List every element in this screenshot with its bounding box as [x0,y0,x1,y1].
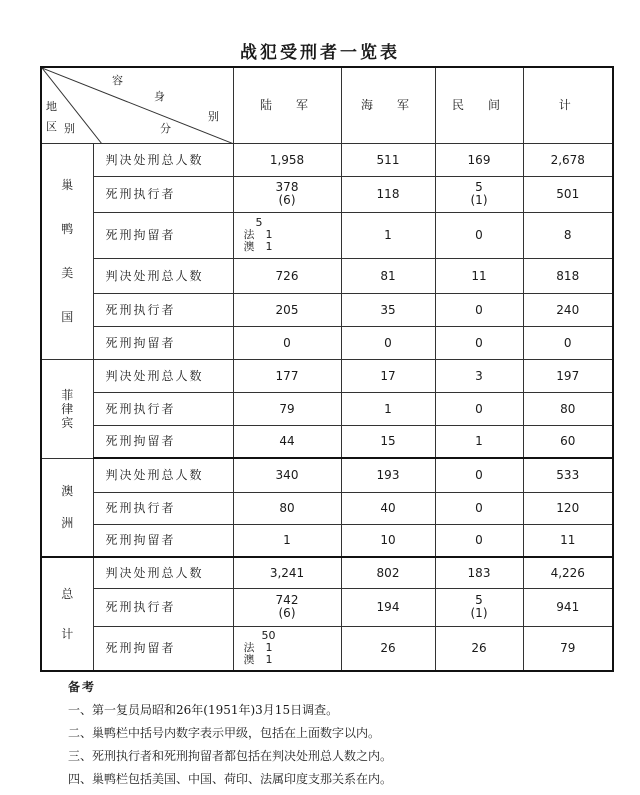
region-char: 国 [61,310,74,324]
region-char: 律 [61,401,74,416]
total-cell: 240 [523,293,613,326]
column-header-civil: 民 间 [435,67,523,143]
army-australia-value: 澳 1 [243,240,273,253]
civil-cell: 0 [435,392,523,425]
region-char: 美 [61,266,74,280]
table-row [41,392,613,425]
army-cell: 726 [233,258,341,293]
army-cell: 1,958 [233,143,341,176]
navy-cell: 35 [341,293,435,326]
table-row [41,626,613,671]
army-france-value: 法 1 [243,641,273,655]
navy-cell: 0 [341,326,435,359]
civil-cell: 183 [435,557,523,588]
army-value: 50 [261,629,276,643]
total-cell: 4,226 [523,557,613,588]
navy-cell: 118 [341,176,435,212]
corner-label-right: 别 [208,110,219,123]
army-class-a-value: (6) [278,193,296,207]
table-row [41,258,613,293]
note-item: 四、巢鸭栏包括美国、中国、荷印、法属印度支那关系在内。 [68,772,393,786]
army-australia-value: 澳 1 [243,653,273,667]
region-char: 菲 [61,387,74,402]
total-cell: 120 [523,492,613,524]
navy-cell: 81 [341,258,435,293]
note-item: 一、第一复员局昭和26年(1951年)3月15日调查。 [68,703,339,717]
army-value: 5 [255,216,263,229]
army-value: 378 [275,180,299,194]
column-header-navy: 海 军 [341,67,435,143]
civil-cell: 3 [435,359,523,392]
corner-label-left2: 别 [64,122,75,135]
army-cell: 79 [233,392,341,425]
category-cell: 死刑拘留者 [93,626,233,671]
category-cell: 死刑执行者 [93,588,233,626]
army-cell [233,176,341,212]
table-row [41,492,613,524]
navy-cell: 1 [341,392,435,425]
army-cell [233,626,341,671]
civil-cell: 169 [435,143,523,176]
corner-header-cell [41,67,233,143]
column-header-total: 计 [523,67,613,143]
total-cell: 501 [523,176,613,212]
note-item: 二、巢鸭栏中括号内数字表示甲级，包括在上面数字以内。 [68,726,381,740]
category-cell: 判决处刑总人数 [93,557,233,588]
navy-cell: 26 [341,626,435,671]
war-criminals-table [40,66,614,672]
civil-cell: 26 [435,626,523,671]
army-cell: 3,241 [233,557,341,588]
region-philippines [41,359,93,458]
total-cell: 0 [523,326,613,359]
navy-cell: 193 [341,458,435,492]
region-sugamo [41,143,93,359]
corner-label-top: 容 [112,74,123,87]
region-char: 宾 [61,415,74,430]
army-cell: 80 [233,492,341,524]
army-class-a-value: (6) [278,606,296,620]
total-cell: 79 [523,626,613,671]
army-cell: 44 [233,425,341,458]
army-cell [233,588,341,626]
army-cell: 0 [233,326,341,359]
table-row [41,143,613,176]
army-cell: 205 [233,293,341,326]
civil-cell [435,176,523,212]
region-australia [41,458,93,557]
corner-label-left: 区 [46,120,57,133]
corner-label-mid: 身 [154,90,165,103]
civil-cell: 0 [435,458,523,492]
category-cell: 死刑执行者 [93,176,233,212]
category-cell: 判决处刑总人数 [93,359,233,392]
army-cell: 1 [233,524,341,557]
total-cell: 197 [523,359,613,392]
navy-cell: 15 [341,425,435,458]
civil-cell: 0 [435,326,523,359]
region-char: 鸭 [61,222,74,236]
table-title: 战犯受刑者一览表 [240,43,400,63]
category-cell: 死刑拘留者 [93,425,233,458]
corner-label-mid2: 分 [160,122,171,135]
table-row [41,293,613,326]
table-row [41,212,613,258]
category-cell: 判决处刑总人数 [93,258,233,293]
army-cell: 340 [233,458,341,492]
civil-cell: 1 [435,425,523,458]
table-row [41,176,613,212]
region-char: 澳 [61,484,74,499]
civil-class-a-value: (1) [470,193,488,207]
category-cell: 判决处刑总人数 [93,143,233,176]
corner-label-left-top: 地 [46,100,57,113]
table-row [41,359,613,392]
category-cell: 死刑拘留者 [93,212,233,258]
navy-cell: 511 [341,143,435,176]
navy-cell: 1 [341,212,435,258]
civil-value: 5 [475,593,483,607]
civil-cell: 0 [435,524,523,557]
navy-cell: 17 [341,359,435,392]
table-row [41,326,613,359]
category-cell: 死刑拘留者 [93,524,233,557]
navy-cell: 10 [341,524,435,557]
category-cell: 死刑执行者 [93,392,233,425]
column-header-army: 陆 军 [233,67,341,143]
region-char: 洲 [61,516,74,531]
navy-cell: 802 [341,557,435,588]
total-cell: 941 [523,588,613,626]
navy-cell: 40 [341,492,435,524]
table-row [41,458,613,492]
table-row [41,557,613,588]
civil-cell: 0 [435,492,523,524]
region-char: 巢 [61,178,74,192]
total-cell: 80 [523,392,613,425]
category-cell: 死刑拘留者 [93,326,233,359]
table-row [41,588,613,626]
total-cell: 8 [523,212,613,258]
army-cell: 177 [233,359,341,392]
army-value: 742 [275,593,299,607]
region-char: 计 [61,627,74,641]
civil-cell: 0 [435,293,523,326]
army-france-value: 法 1 [243,228,273,241]
header-row [41,67,613,143]
total-cell: 533 [523,458,613,492]
total-cell: 2,678 [523,143,613,176]
total-cell: 818 [523,258,613,293]
navy-cell: 194 [341,588,435,626]
region-char: 总 [61,587,74,601]
category-cell: 判决处刑总人数 [93,458,233,492]
total-cell: 60 [523,425,613,458]
civil-cell: 0 [435,212,523,258]
category-cell: 死刑执行者 [93,492,233,524]
table-row [41,425,613,458]
total-cell: 11 [523,524,613,557]
notes-heading: 备考 [68,680,97,694]
civil-cell [435,588,523,626]
army-cell [233,212,341,258]
category-cell: 死刑执行者 [93,293,233,326]
civil-value: 5 [475,180,483,194]
table-row [41,524,613,557]
notes-section [68,676,628,791]
note-item: 三、死刑执行者和死刑拘留者都包括在判决处刑总人数之内。 [68,749,393,763]
region-grand-total [41,557,93,671]
civil-class-a-value: (1) [470,606,488,620]
civil-cell: 11 [435,258,523,293]
